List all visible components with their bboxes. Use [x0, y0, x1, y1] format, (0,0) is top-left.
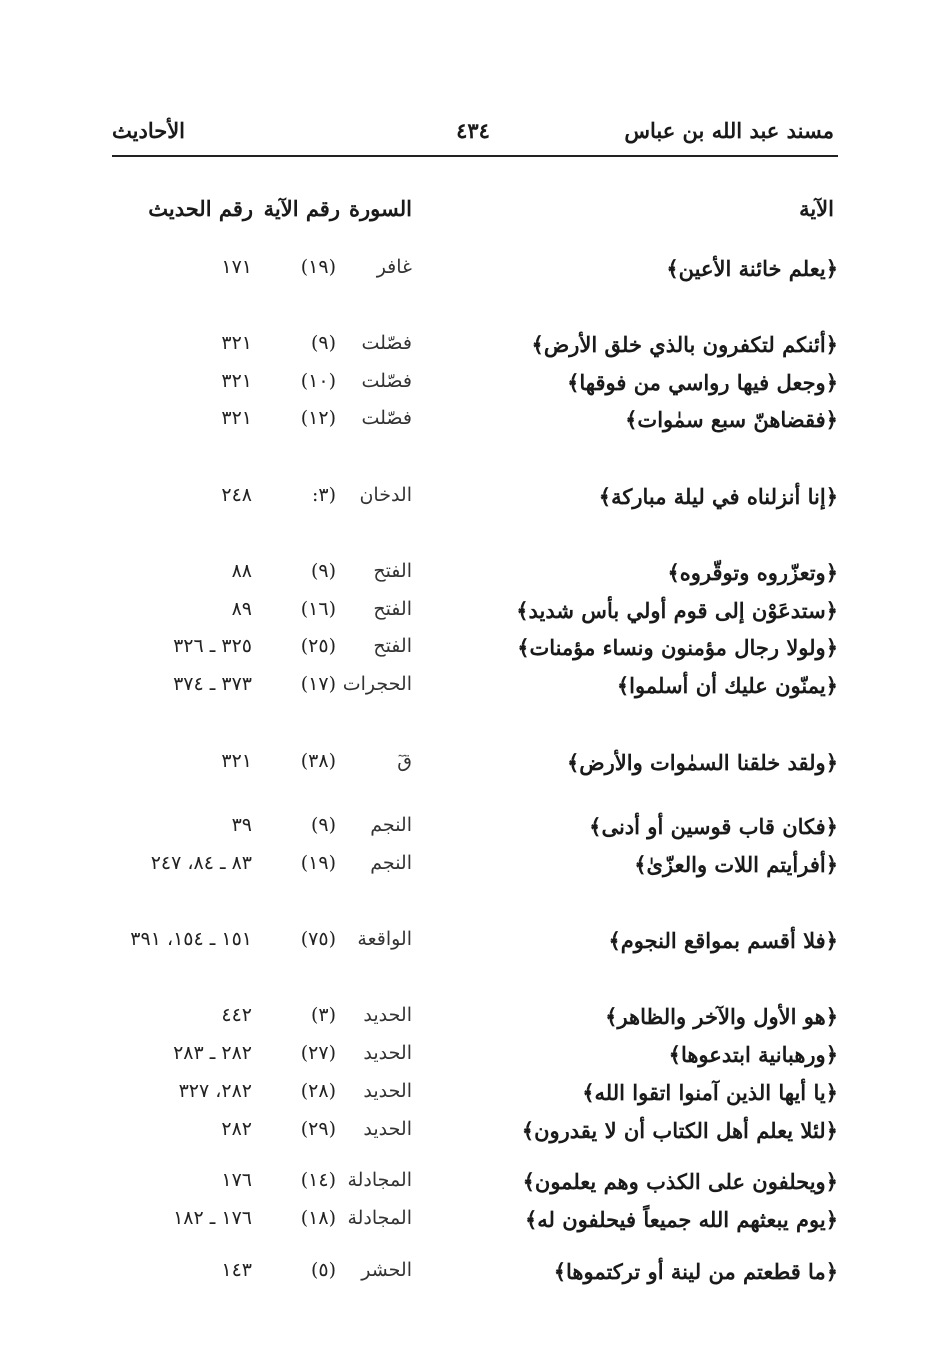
hadith-number: ١٧١ [221, 256, 252, 278]
table-row [0, 484, 940, 518]
surah-name: الحديد [363, 1004, 412, 1026]
hadith-number: ٢٨٢ ـ ٢٨٣ [173, 1042, 252, 1064]
ayah-number: (٩) [310, 332, 336, 354]
surah-name: قٓ [397, 750, 412, 772]
hadith-number: ٤٤٢ [221, 1004, 252, 1026]
surah-name: فصّلت [361, 332, 412, 354]
ayah-number: (٧٥) [300, 928, 336, 950]
ayah-number: (١٨) [300, 1207, 336, 1229]
verse-text: ﴿فلا أقسم بمواقع النجوم﴾ [608, 928, 838, 953]
surah-name: الحجرات [342, 673, 412, 695]
column-header-surah: السورة [349, 196, 412, 221]
column-headers [0, 196, 940, 232]
table-row [0, 1042, 940, 1076]
hadith-number: ٢٤٨ [221, 484, 252, 506]
surah-name: المجادلة [347, 1207, 412, 1229]
table-row [0, 1169, 940, 1203]
hadith-number: ٨٩ [231, 598, 252, 620]
table-row [0, 1118, 940, 1152]
table-row [0, 598, 940, 632]
surah-name: الواقعة [357, 928, 412, 950]
table-row [0, 370, 940, 404]
surah-name: الحديد [363, 1080, 412, 1102]
ayah-number: (١٩) [300, 256, 336, 278]
table-row [0, 814, 940, 848]
table-row [0, 1080, 940, 1114]
verse-text: ﴿فكان قاب قوسين أو أدنى﴾ [589, 814, 838, 839]
table-row [0, 332, 940, 366]
ayah-number: (٢٧) [300, 1042, 336, 1064]
hadith-number: ٨٨ [231, 560, 252, 582]
book-title: مسند عبد الله بن عباس [624, 118, 834, 143]
verse-text: ﴿يوم يبعثهم الله جميعاً فيحلفون له﴾ [524, 1207, 838, 1232]
verse-text: ﴿ستدعَوْن إلى قوم أولي بأس شديد﴾ [516, 598, 838, 623]
surah-name: الحديد [363, 1118, 412, 1140]
table-row [0, 750, 940, 784]
verse-text: ﴿فقضاهنّ سبع سمٰوات﴾ [625, 407, 838, 432]
hadith-number: ٣٢١ [221, 407, 252, 429]
verse-text: ﴿ويحلفون على الكذب وهم يعلمون﴾ [522, 1169, 838, 1194]
surah-name: النجم [370, 852, 412, 874]
surah-name: الحشر [361, 1259, 412, 1281]
hadith-number: ١٧٦ [221, 1169, 252, 1191]
hadith-number: ٨٣ ـ ٨٤، ٢٤٧ [150, 852, 252, 874]
ayah-number: (١٠) [300, 370, 336, 392]
verse-text: ﴿وجعل فيها رواسي من فوقها﴾ [567, 370, 838, 395]
table-row [0, 560, 940, 594]
hadith-number: ٢٨٢ [221, 1118, 252, 1140]
page-header [112, 118, 834, 154]
ayah-number: (٣: [311, 484, 336, 506]
verse-text: ﴿وتعزّروه وتوقّروه﴾ [667, 560, 838, 585]
hadith-number: ٢٨٢، ٣٢٧ [178, 1080, 252, 1102]
verse-text: ﴿أئنكم لتكفرون بالذي خلق الأرض﴾ [531, 332, 838, 357]
column-header-verse: الآية [799, 196, 834, 221]
surah-name: الدخان [359, 484, 412, 506]
verse-text: ﴿يمنّون عليك أن أسلموا﴾ [616, 673, 838, 698]
verse-text: ﴿أفرأيتم اللات والعزّىٰ﴾ [634, 852, 838, 877]
hadith-number: ٣٢١ [221, 332, 252, 354]
column-header-ayah: رقم الآية [263, 196, 340, 221]
ayah-number: (٩) [310, 814, 336, 836]
table-row [0, 635, 940, 669]
column-header-hadith: رقم الحديث [148, 196, 253, 221]
verse-text: ﴿ورهبانية ابتدعوها﴾ [668, 1042, 838, 1067]
hadith-number: ١٥١ ـ ١٥٤، ٣٩١ [130, 928, 252, 950]
hadith-number: ٣٢١ [221, 750, 252, 772]
surah-name: فصّلت [361, 370, 412, 392]
surah-name: المجادلة [347, 1169, 412, 1191]
surah-name: فصّلت [361, 407, 412, 429]
hadith-number: ١٤٣ [221, 1259, 252, 1281]
table-row [0, 673, 940, 707]
table-row [0, 1259, 940, 1293]
surah-name: الفتح [373, 560, 412, 582]
verse-text: ﴿يعلم خائنة الأعين﴾ [666, 256, 838, 281]
table-row [0, 1004, 940, 1038]
ayah-number: (٩) [310, 560, 336, 582]
table-row [0, 256, 940, 290]
hadith-number: ١٧٦ ـ ١٨٢ [173, 1207, 252, 1229]
surah-name: غافر [376, 256, 412, 278]
verse-text: ﴿ولقد خلقنا السمٰوات والأرض﴾ [566, 750, 838, 775]
surah-name: الفتح [373, 598, 412, 620]
hadith-number: ٣٧٣ ـ ٣٧٤ [173, 673, 252, 695]
ayah-number: (٣٨) [300, 750, 336, 772]
verse-text: ﴿ما قطعتم من لينة أو تركتموها﴾ [553, 1259, 838, 1284]
verse-text: ﴿هو الأول والآخر والظاهر﴾ [605, 1004, 838, 1029]
table-row [0, 407, 940, 441]
hadith-number: ٣٢٥ ـ ٣٢٦ [173, 635, 252, 657]
ayah-number: (١٧) [300, 673, 336, 695]
ayah-number: (١٢) [300, 407, 336, 429]
surah-name: الفتح [373, 635, 412, 657]
ayah-number: (٢٥) [300, 635, 336, 657]
ayah-number: (٣) [310, 1004, 336, 1026]
verse-text: ﴿يا أيها الذين آمنوا اتقوا الله﴾ [582, 1080, 838, 1105]
surah-name: النجم [370, 814, 412, 836]
verse-text: ﴿إنا أنزلناه في ليلة مباركة﴾ [598, 484, 838, 509]
ayah-number: (٢٩) [300, 1118, 336, 1140]
hadith-number: ٣٩ [231, 814, 252, 836]
verse-text: ﴿لئلا يعلم أهل الكتاب أن لا يقدرون﴾ [521, 1118, 838, 1143]
ayah-number: (٢٨) [300, 1080, 336, 1102]
hadith-number: ٣٢١ [221, 370, 252, 392]
table-row [0, 852, 940, 886]
ayah-number: (١٦) [300, 598, 336, 620]
ayah-number: (١٩) [300, 852, 336, 874]
page-number: ٤٣٤ [456, 118, 490, 143]
table-row [0, 1207, 940, 1241]
table-row [0, 928, 940, 962]
ayah-number: (١٤) [300, 1169, 336, 1191]
surah-name: الحديد [363, 1042, 412, 1064]
ayah-number: (٥) [310, 1259, 336, 1281]
verse-text: ﴿ولولا رجال مؤمنون ونساء مؤمنات﴾ [517, 635, 838, 660]
section-title: الأحاديث [112, 118, 186, 143]
header-divider [112, 155, 838, 157]
